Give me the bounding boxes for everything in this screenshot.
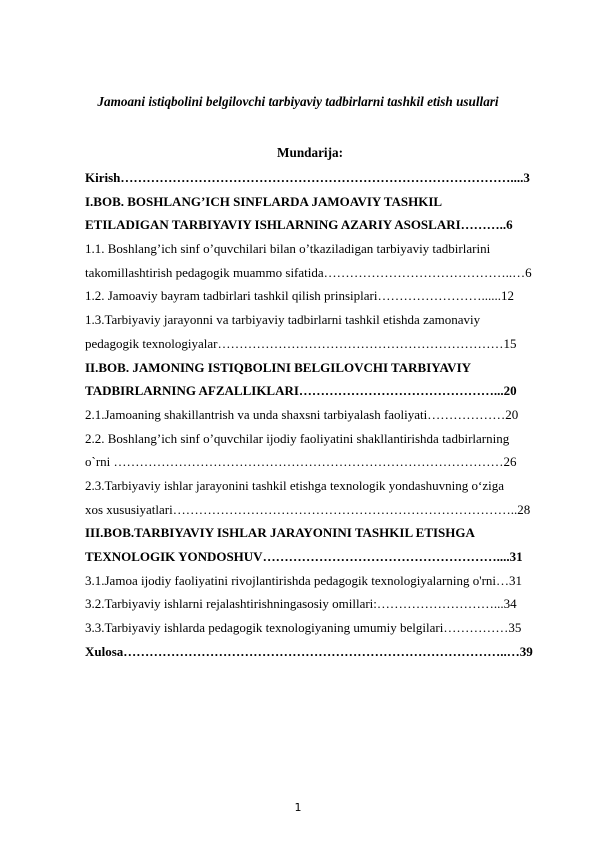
toc-line: Kirish………………………………………………………………………………....3: [85, 170, 530, 185]
page-number: 1: [294, 801, 302, 814]
table-of-contents: [85, 166, 555, 663]
document-title: Jamoani istiqbolini belgilovchi tarbiyaviy tadbirlarni tashkil etish usullari: [97, 94, 499, 109]
toc-line: III.BOB.TARBIYAVIY ISHLAR JARAYONINI TASHKIL ETISHGA: [85, 525, 475, 541]
toc-line: 1.1. Boshlang’ich sinf o’quvchilari bilan o’tkaziladigan tarbiyaviy tadbirlarini: [85, 241, 491, 257]
toc-line: 2.3.Tarbiyaviy ishlar jarayonini tashkil etishga texnologik yondashuvning o‘ziga: [85, 477, 504, 493]
toc-line: 3.2.Tarbiyaviy ishlarni rejalashtirishningasosiy omillari:………………………...34: [85, 596, 517, 612]
toc-line: takomillashtirish pedagogik muammo sifatida……………………………………..…6: [85, 264, 532, 280]
toc-line: ETILADIGAN TARBIYAVIY ISHLARNING AZARIY ASOSLARI………..6: [85, 217, 513, 233]
toc-line: TEXNOLOGIK YONDOSHUV………………………………………………....31: [85, 549, 523, 564]
toc-line: I.BOB. BOSHLANG’ICH SINFLARDA JAMOAVIY TASHKIL: [85, 193, 443, 209]
toc-line: 3.3.Tarbiyaviy ishlarda pedagogik texnologiyaning umumiy belgilari……………35: [85, 620, 522, 636]
toc-line: 1.3.Tarbiyaviy jarayonni va tarbiyaviy tadbirlarni tashkil etishda zamonaviy: [85, 312, 481, 328]
toc-line: 2.1.Jamoaning shakillantrish va unda shaxsni tarbiyalash faoliyati………………20: [85, 406, 519, 422]
toc-line: 2.2. Boshlang’ich sinf o’quvchilar ijodiy faoliyatini shakllantirishda tadbirlarning: [85, 430, 510, 446]
toc-line: Xulosa……………………………………………………………………………..…39: [85, 643, 533, 659]
toc-heading: Mundarija:: [277, 145, 343, 160]
toc-line: o`rni ………………………………………………………………………………26: [85, 454, 517, 470]
toc-line: 1.2. Jamoaviy bayram tadbirlari tashkil qilish prinsiplari……………………......12: [85, 288, 514, 304]
toc-line: 3.1.Jamoa ijodiy faoliyatini rivojlantirishda pedagogik texnologiyalarning o'rni…31: [85, 572, 523, 588]
toc-line: pedagogik texnologiyalar…………………………………………………………15: [85, 335, 517, 351]
toc-line: xos xususiyatlari……………………………………………………………………..28: [85, 501, 531, 517]
toc-line: TADBIRLARNING AFZALLIKLARI………………………………………...20: [85, 383, 517, 399]
toc-line: II.BOB. JAMONING ISTIQBOLINI BELGILOVCHI TARBIYAVIY: [85, 359, 472, 375]
